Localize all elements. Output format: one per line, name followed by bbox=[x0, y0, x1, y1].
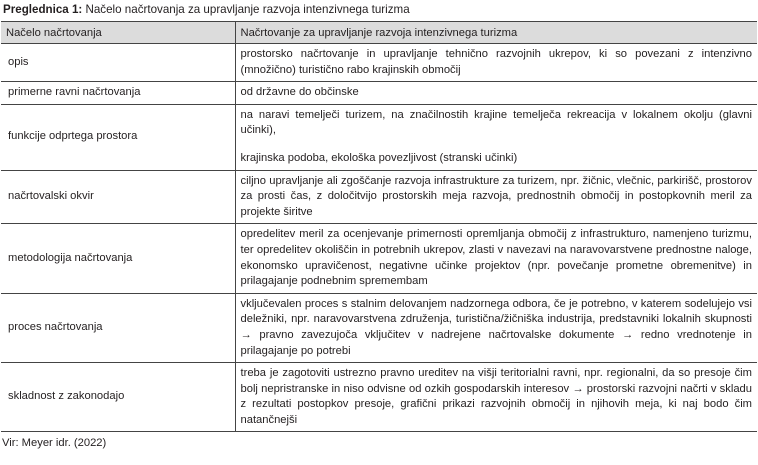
row-label: metodologija načrtovanja bbox=[1, 224, 235, 293]
description-paragraph: na naravi temelječi turizem, na značilnostih krajine temelječa rekreacija v lokalnem okolju (glavni učinki), bbox=[240, 108, 752, 137]
row-description bbox=[235, 44, 757, 82]
row-label: načrtovalski okvir bbox=[1, 170, 235, 224]
source-note: Vir: Meyer idr. (2022) bbox=[2, 437, 107, 450]
table-row bbox=[1, 293, 757, 362]
row-description bbox=[235, 293, 757, 362]
paragraph-gap bbox=[241, 139, 753, 151]
header-planning: Načrtovanje za upravljanje razvoja intenzivnega turizma bbox=[235, 22, 757, 44]
description-paragraph: od državne do občinske bbox=[240, 86, 359, 99]
table-row bbox=[1, 82, 757, 105]
row-description bbox=[235, 224, 757, 293]
row-description bbox=[235, 363, 757, 432]
row-label: proces načrtovanja bbox=[1, 293, 235, 362]
description-paragraph: vključevalen proces s stalnim delovanjem nadzornega odbora, če je potrebno, v katerem sodelujejo vsi deležniki, npr. naravovarstvena združenja, turistična/žičniška industrija, predstavniki lokalnih skupnosti → pravno zavezujoča vključitev v nadrejene načrtovalske dokumente → redno vrednotenje in prilagajanje po potrebi bbox=[240, 297, 752, 357]
description-paragraph: opredelitev meril za ocenjevanje primernosti opremljanja območij z infrastrukturo, namenjeno turizmu, ter opredelitev okoliščin in potrebnih ukrepov, zlasti v navezavi na naravovarstvene prednostne naloge, ekonomsko upravičenost, negativne učinke projektov (npr. povečanje prometne obremenitve) in prilagajanje podnebnim spremembam bbox=[240, 228, 752, 288]
table-header-row bbox=[1, 22, 757, 44]
row-description bbox=[235, 104, 757, 170]
table-row bbox=[1, 104, 757, 170]
description-paragraph: treba je zagotoviti ustrezno pravno ureditev na višji teritorialni ravni, npr. regionalni, da so presoje čim bolj nepristranske in niso odvisne od ozkih gospodarskih interesov → prostorski razvojni načrti v skladu z rezultati postopkov presoje, grafični prikazi razvojnih območij in njihovih meja, ki naj bodo čim natančnejši bbox=[240, 367, 752, 426]
table-caption bbox=[3, 3, 758, 17]
table-row bbox=[1, 224, 757, 293]
caption-text: Načelo načrtovanja za upravljanje razvoja intenzivnega turizma bbox=[82, 3, 410, 16]
caption-prefix: Preglednica 1: bbox=[3, 3, 83, 16]
description-paragraph: prostorsko načrtovanje in upravljanje tehnično razvojnih ukrepov, ki so povezani z intenzivno (množično) turistično rabo krajinskih območij bbox=[240, 48, 752, 76]
row-label: skladnost z zakonodajo bbox=[1, 363, 235, 432]
table-row bbox=[1, 170, 757, 224]
planning-principles-table bbox=[1, 21, 757, 432]
row-description bbox=[235, 170, 757, 224]
row-label: opis bbox=[1, 44, 235, 82]
description-paragraph: krajinska podoba, ekološka povezljivost (stranski učinki) bbox=[240, 151, 518, 164]
row-label: primerne ravni načrtovanja bbox=[1, 82, 235, 105]
header-principle: Načelo načrtovanja bbox=[1, 22, 235, 44]
table-row bbox=[1, 44, 757, 82]
description-paragraph: ciljno upravljanje ali zgoščanje razvoja infrastrukture za turizem, npr. žičnic, vlečnic, parkirišč, prostorov za prosti čas, z določitvijo prostorskih meja razvoja, prednostnih območij in postopkovnih meril za projekte širitve bbox=[240, 174, 752, 218]
row-description bbox=[235, 82, 757, 105]
row-label: funkcije odprtega prostora bbox=[1, 104, 235, 170]
table-row bbox=[1, 363, 757, 432]
